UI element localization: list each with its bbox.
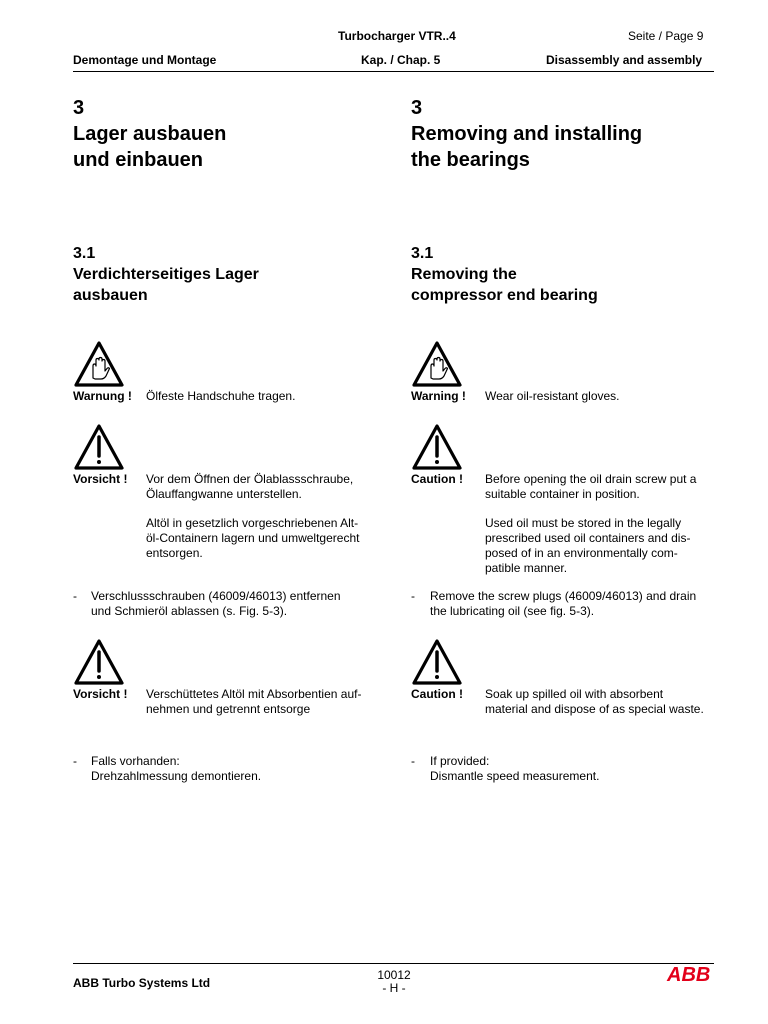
de-step-1-dash: - [73,589,77,603]
footer-doc-info: 10012 - H - [377,968,411,995]
en-heading-2: 3.1 Removing the compressor end bearing [411,245,598,304]
header-right-section: Disassembly and assembly [546,53,703,67]
en-caution-label-1: Caution ! [411,472,463,486]
en-step-2-dash: - [411,754,415,768]
hand-warning-icon [73,340,125,388]
en-caution-label-2: Caution ! [411,687,463,701]
footer-company: ABB Turbo Systems Ltd [73,976,211,990]
en-caution-text-1: Before opening the oil drain screw put a suitable container in position. [485,472,697,501]
en-caution-text-2: Soak up spilled oil with absorbent material and dispose of as special waste. [485,687,704,716]
de-caution-text-1: Vor dem Öffnen der Ölablassschraube, Ölauffangwanne unterstellen. [146,472,354,501]
de-step-1: Verschlussschrauben (46009/46013) entfernen und Schmieröl ablassen (s. Fig. 5-3). [91,589,341,618]
header-page: Seite / Page 9 [628,29,704,43]
exclamation-warning-icon [73,423,125,471]
abb-logo: ABB [667,964,711,986]
exclamation-warning-icon [411,638,463,686]
header-chapter: Kap. / Chap. 5 [361,53,441,67]
en-warning-label: Warning ! [411,389,466,403]
de-warning-text: Ölfeste Handschuhe tragen. [146,389,296,403]
de-caution-text-2: Verschüttetes Altöl mit Absorbentien auf- nehmen und getrennt entsorge [146,687,362,716]
en-heading-1: 3 Removing and installing the bearings [411,97,643,171]
header-product: Turbocharger VTR..4 [338,29,456,43]
de-step-2: Falls vorhanden: Drehzahlmessung demontieren. [91,754,262,783]
de-heading-1: 3 Lager ausbauen und einbauen [73,97,227,171]
header-rule [73,71,714,72]
de-caution-label-1: Vorsicht ! [73,472,128,486]
en-step-1: Remove the screw plugs (46009/46013) and drain the lubricating oil (see fig. 5-3). [430,589,697,618]
exclamation-warning-icon [411,423,463,471]
en-step-1-dash: - [411,589,415,603]
de-heading-2: 3.1 Verdichterseitiges Lager ausbauen [73,245,259,304]
en-warning-text: Wear oil-resistant gloves. [485,389,620,403]
header-left-section: Demontage und Montage [73,53,217,67]
de-caution-para-2: Altöl in gesetzlich vorgeschriebenen Alt- öl-Containern lagern und umweltgerecht entsorgen. [146,516,360,560]
hand-warning-icon [411,340,463,388]
exclamation-warning-icon [73,638,125,686]
en-step-2: If provided: Dismantle speed measurement. [430,754,600,783]
de-step-2-dash: - [73,754,77,768]
footer-rule [73,963,714,964]
de-warning-label: Warnung ! [73,389,132,403]
en-caution-para-2: Used oil must be stored in the legally prescribed used oil containers and dis- posed of in an environmentally com- patible manner. [485,516,691,575]
de-caution-label-2: Vorsicht ! [73,687,128,701]
